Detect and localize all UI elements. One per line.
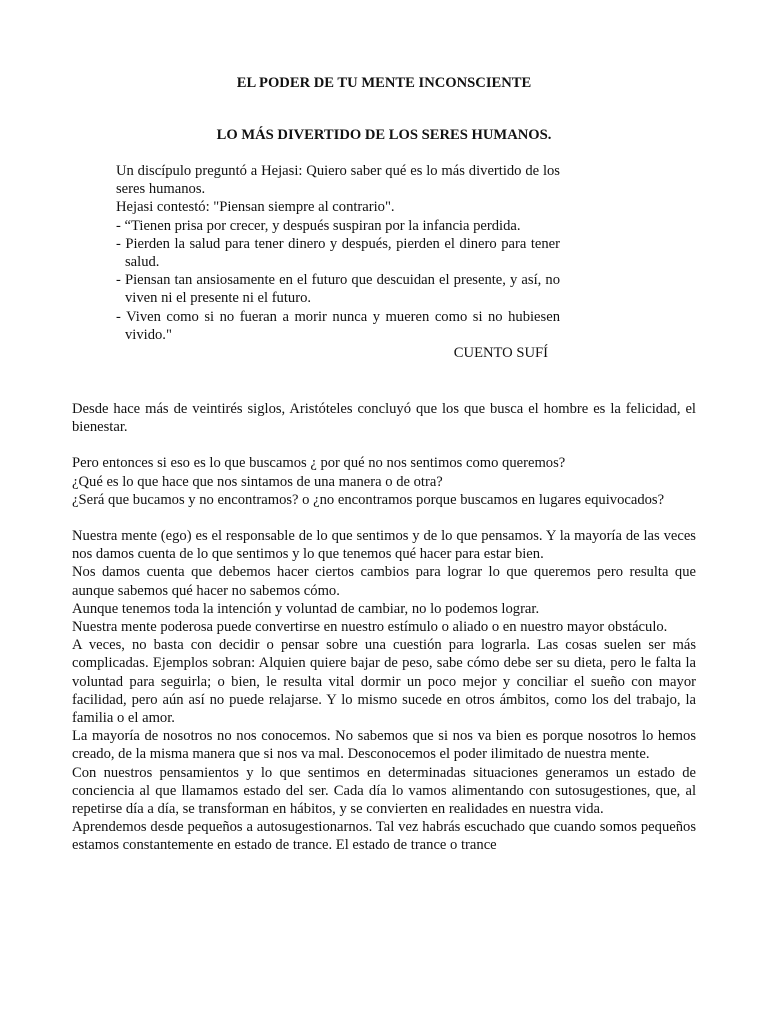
body-text: [72, 400, 696, 855]
story-item: - Piensan tan ansiosamente en el futuro que descuidan el presente, y así, no viven ni el presente ni el futuro.: [116, 272, 560, 307]
story-item: - “Tienen prisa por crecer, y después suspiran por la infancia perdida.: [116, 217, 521, 234]
paragraph: Nuestra mente poderosa puede convertirse en nuestro estímulo o aliado o en nuestro mayor obstáculo.: [72, 619, 668, 636]
paragraph: Aprendemos desde pequeños a autosugestionarnos. Tal vez habrás escuchado que cuando somos pequeños estamos constantemente en estado de trance. El estado de trance o trance: [72, 819, 696, 854]
paragraph: La mayoría de nosotros no nos conocemos. No sabemos que si nos va bien es porque nosotros lo hemos creado, de la misma manera que si nos va mal. Desconocemos el poder ilimitado de nuestra mente.: [72, 728, 696, 763]
paragraph: Nos damos cuenta que debemos hacer ciertos cambios para lograr lo que queremos pero resulta que aunque sabemos qué hacer no sabemos cómo.: [72, 564, 696, 599]
story-intro-2: Hejasi contestó: "Piensan siempre al contrario".: [116, 199, 395, 216]
story-signature: CUENTO SUFÍ: [453, 345, 548, 362]
story-item: - Viven como si no fueran a morir nunca y mueren como si no hubiesen vivido.": [116, 308, 560, 343]
story-title: LO MÁS DIVERTIDO DE LOS SERES HUMANOS.: [216, 127, 552, 143]
story-intro-1: Un discípulo preguntó a Hejasi: Quiero saber qué es lo más divertido de los seres humanos.: [116, 163, 560, 198]
paragraph: Pero entonces si eso es lo que buscamos ¿ por qué no nos sentimos como queremos?: [72, 455, 566, 472]
paragraph: ¿Será que bucamos y no encontramos? o ¿no encontramos porque buscamos en lugares equivocados?: [72, 491, 665, 508]
story-item: - Pierden la salud para tener dinero y después, pierden el dinero para tener salud.: [116, 235, 560, 271]
story-block: [116, 162, 560, 362]
document-title: EL PODER DE TU MENTE INCONSCIENTE: [236, 75, 532, 91]
paragraph: Nuestra mente (ego) es el responsable de lo que sentimos y de lo que pensamos. Y la mayoría de las veces nos damos cuenta de lo que sentimos y lo que tenemos qué hacer para estar bien.: [72, 528, 696, 563]
paragraph: Con nuestros pensamientos y lo que sentimos en determinadas situaciones generamos un estado de conciencia al que llamamos estado del ser. Cada día lo vamos alimentando con sutosugestiones, que, al repetirse día a día, se transforman en hábitos, y se convierten en realidades en nuestra vida.: [72, 764, 696, 818]
paragraph: Desde hace más de veintirés siglos, Aristóteles concluyó que los que busca el hombre es la felicidad, el bienestar.: [72, 401, 696, 436]
paragraph: A veces, no basta con decidir o pensar sobre una cuestión para lograrla. Las cosas suelen ser más complicadas. Ejemplos sobran: Alquien quiere bajar de peso, sabe cómo debe ser su dieta, pero le falta la voluntad para seguirla; o bien, le resulta vital dormir un poco mejor y conciliar el sueño con mayor facilidad, pero aún así no puede relajarse. Y lo mismo sucede en otros ámbitos, como los del trabajo, la familia o el amor.: [72, 637, 696, 727]
paragraph: Aunque tenemos toda la intención y voluntad de cambiar, no lo podemos lograr.: [72, 600, 540, 617]
paragraph: ¿Qué es lo que hace que nos sintamos de una manera o de otra?: [72, 473, 443, 490]
